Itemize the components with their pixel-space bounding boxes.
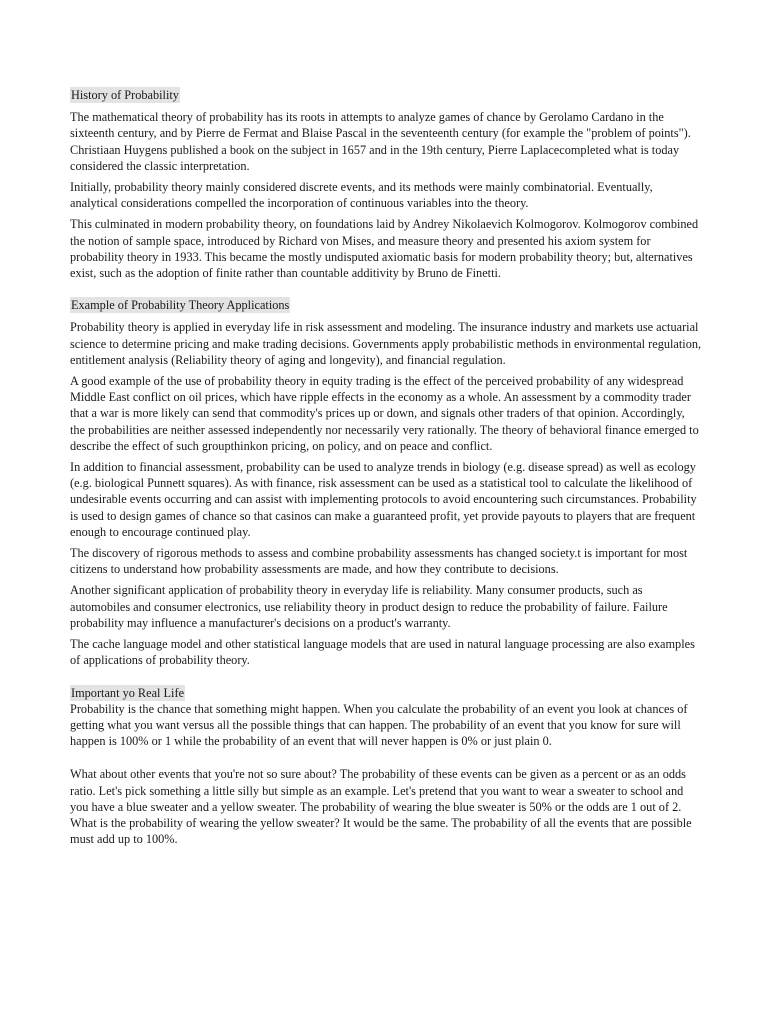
document-body xyxy=(70,87,702,852)
section-heading: Example of Probability Theory Applications xyxy=(71,298,290,313)
section-spacer xyxy=(70,286,702,297)
section-heading: History of Probability xyxy=(71,88,179,102)
section-spacer xyxy=(70,674,702,685)
paragraph: Probability is the chance that something might happen. When you calculate the probability of an event you look at chances of getting what you want versus all the possible things that can happen. The probability of an event that you know for sure will happen is 100% or 1 while the probability of an event that will never happen is 0% or just plain 0. xyxy=(70,701,688,749)
paragraph-spacer xyxy=(70,754,702,766)
paragraph: Initially, probability theory mainly considered discrete events, and its methods were mainly combinatorial. Eventually, analytical considerations compelled the incorporation of continuous variables into the theory. xyxy=(70,180,653,211)
section-applications xyxy=(70,297,702,313)
paragraph: Probability theory is applied in everyday life in risk assessment and modeling. The insurance industry and markets use actuarial science to determine pricing and make trading decisions. Governments apply probabilistic methods in environmental regulation, entitlement analysis (Reliability theory of aging and longevity), and financial regulation. xyxy=(70,320,702,367)
paragraph: The mathematical theory of probability has its roots in attempts to analyze games of chance by Gerolamo Cardano in the sixteenth century, and by Pierre de Fermat and Blaise Pascal in the seventeenth century (for example the "problem of points"). Christiaan Huygens published a book on the subject in 1657 and in the 19th century, Pierre Laplacecompleted what is today considered the classic interpretation. xyxy=(70,110,691,173)
paragraph: A good example of the use of probability theory in equity trading is the effect of the perceived probability of any widespread Middle East conflict on oil prices, which have ripple effects in the economy as a whole. An assessment by a commodity trader that a war is more likely can send that commodity's prices up or down, and signals other traders of that opinion. Accordingly, the probabilities are neither assessed independently nor necessarily very rationally. The theory of behavioral finance emerged to describe the effect of such groupthinkon pricing, on policy, and on peace and conflict. xyxy=(70,374,699,453)
paragraph: Another significant application of probability theory in everyday life is reliability. Many consumer products, such as automobiles and consumer electronics, use reliability theory in product design to reduce the probability of failure. Failure probability may influence a manufacturer's decisions on a product's warranty. xyxy=(70,583,668,630)
paragraph: In addition to financial assessment, probability can be used to analyze trends in biology (e.g. disease spread) as well as ecology (e.g. biological Punnett squares). As with finance, risk assessment can be used as a statistical tool to calculate the likelihood of undesirable events occurring and can assist with implementing protocols to avoid encountering such circumstances. Probability is used to design games of chance so that casinos can make a guaranteed profit, yet provide payouts to players that are frequent enough to encourage continued play. xyxy=(70,460,697,539)
section-history xyxy=(70,87,702,103)
paragraph: What about other events that you're not so sure about? The probability of these events can be given as a percent or as an odds ratio. Let's pick something a little silly but simple as an example. Let's pretend that you want to wear a sweater to school and you have a blue sweater and a yellow sweater. The probability of wearing the blue sweater is 50% or the odds are 1 out of 2. What is the probability of wearing the yellow sweater? It would be the same. The probability of all the events that are possible must add up to 100%. xyxy=(70,767,692,847)
paragraph: The discovery of rigorous methods to assess and combine probability assessments has changed society.t is important for most citizens to understand how probability assessments are made, and how they contribute to decisions. xyxy=(70,546,688,577)
paragraph: The cache language model and other statistical language models that are used in natural language processing are also examples of applications of probability theory. xyxy=(70,637,695,668)
section-real-life xyxy=(70,685,702,701)
section-heading: Important yo Real Life xyxy=(71,685,185,700)
paragraph: This culminated in modern probability theory, on foundations laid by Andrey Nikolaevich Kolmogorov. Kolmogorov combined the notion of sample space, introduced by Richard von Mises, and measure theory and presented his axiom system for probability theory in 1933. This became the mostly undisputed axiomatic basis for modern probability theory; but, alternatives exist, such as the adoption of finite rather than countable additivity by Bruno de Finetti. xyxy=(70,217,699,281)
